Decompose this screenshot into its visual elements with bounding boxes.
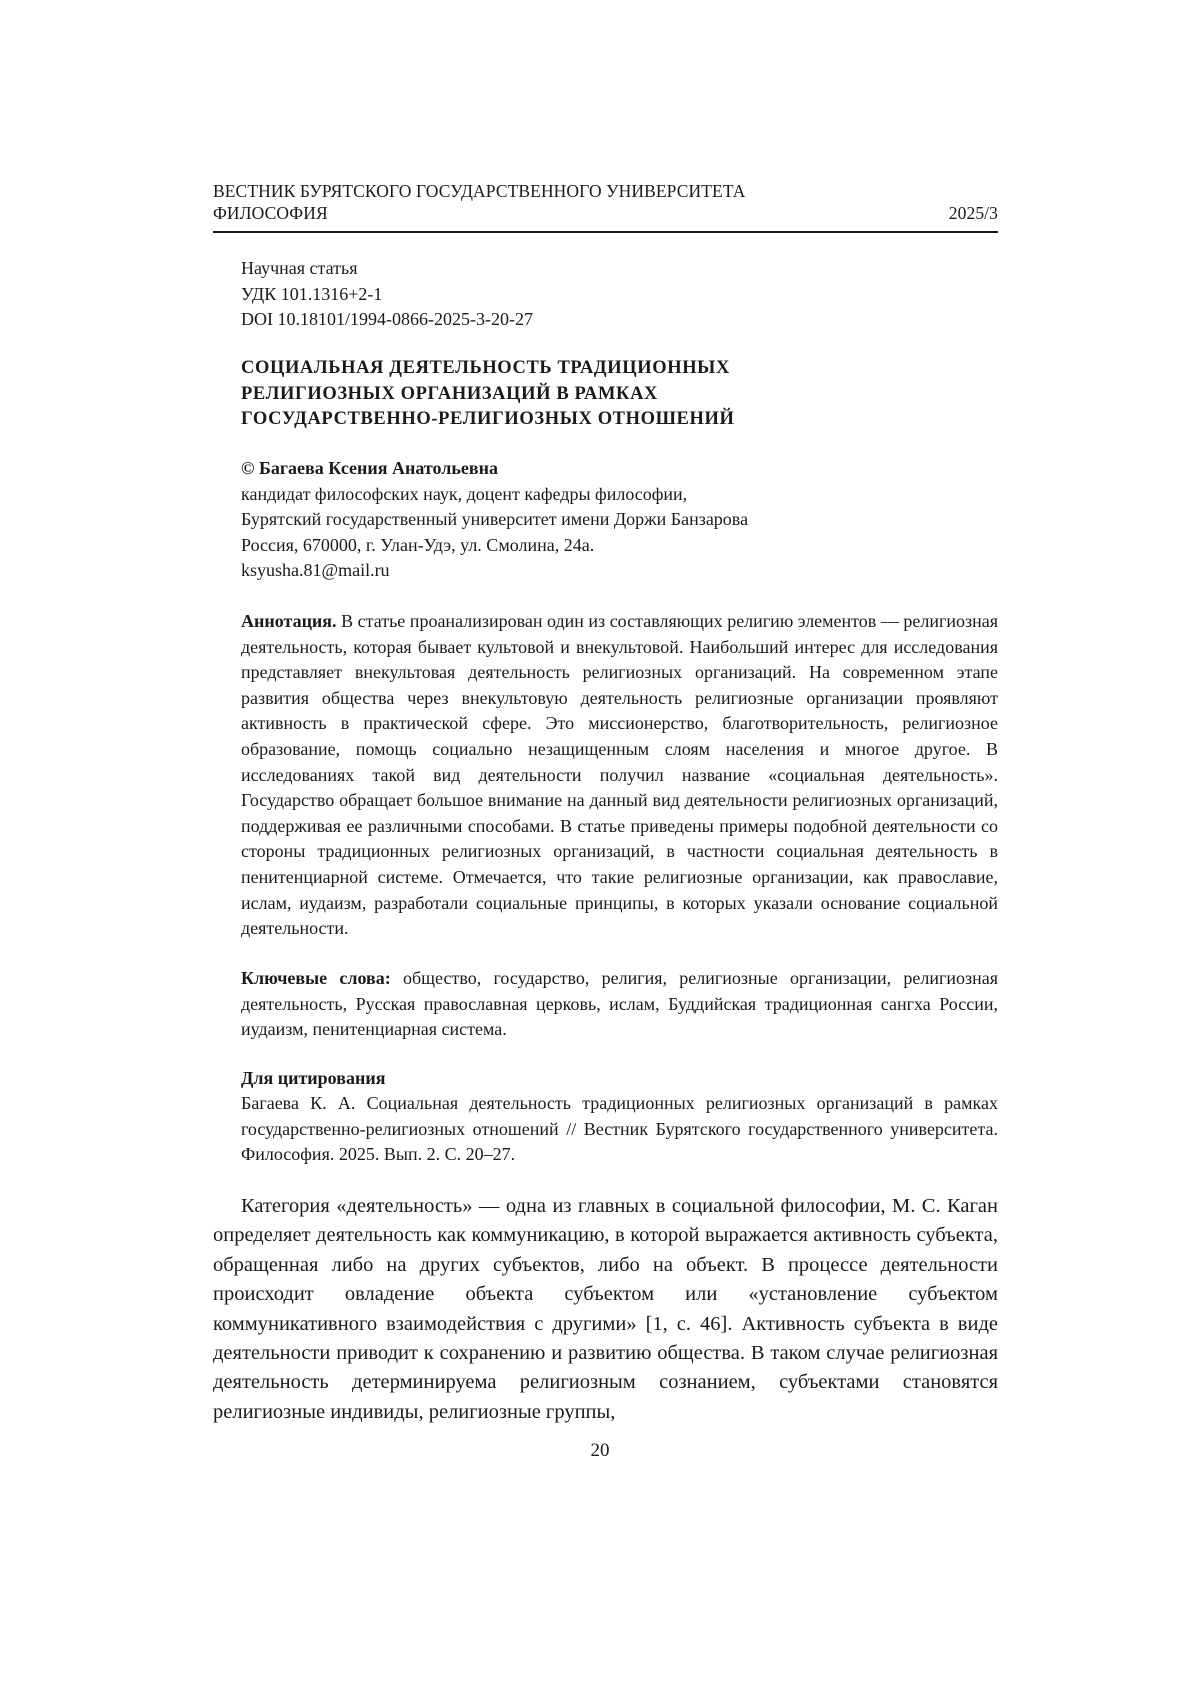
journal-section: ФИЛОСОФИЯ — [213, 203, 328, 223]
doi: DOI 10.18101/1994-0866-2025-3-20-27 — [241, 309, 533, 329]
author-email[interactable]: ksyusha.81@mail.ru — [241, 560, 390, 580]
abstract — [241, 609, 998, 942]
author-name: © Багаева Ксения Анатольевна — [241, 458, 498, 478]
udk-code: УДК 101.1316+2-1 — [241, 283, 383, 304]
author-address: Россия, 670000, г. Улан-Удэ, ул. Смолина, 24а. — [241, 534, 595, 555]
issue-number: 2025/3 — [948, 203, 998, 223]
abstract-text: В статье проанализирован один из составляющих религию элементов — религиозная деятельность, которая бывает культовой и внекультовой. Наибольший интерес для исследования представляет внекультовая деятельность религиозных организаций. На современном этапе развития общества через внекультовую деятельность религиозные организации проявляют активность в практической сфере. Это миссионерство, благотворительность, религиозное образование, помощь социально незащищенным слоям населения и многое другое. В исследованиях такой вид деятельности получил название «социальная деятельность». Государство обращает большое внимание на данный вид деятельности религиозных организаций, поддерживая ее различными способами. В статье приведены примеры подобной деятельности со стороны традиционных религиозных организаций, в частности социальная деятельность в пенитенциарной системе. Отмечается, что такие религиозные организации, как православие, ислам, иудаизм, разработали социальные принципы, в которых указали основание социальной деятельности. — [241, 611, 998, 939]
keywords-label: Ключевые слова: — [241, 968, 391, 988]
body-paragraph: Категория «деятельность» — одна из главных в социальной философии, М. С. Каган определяет деятельность как коммуникацию, в которой выражается активность субъекта, обращенная либо на других субъектов, либо на объект. В процессе деятельности происходит овладение объекта субъектом или «установление субъектом коммуникативного взаимодействия с другими» [1, с. 46]. Активность субъекта в виде деятельности приводит к сохранению и развитию общества. В таком случае религиозная деятельность детерминируема религиозным сознанием, субъектами становятся религиозные индивиды, религиозные группы, — [213, 1195, 998, 1423]
article-meta — [241, 256, 533, 333]
page-number: 20 — [590, 1440, 610, 1461]
title-line: РЕЛИГИОЗНЫХ ОРГАНИЗАЦИЙ В РАМКАХ — [241, 383, 658, 404]
header-rule — [213, 231, 998, 233]
citation-heading: Для цитирования — [241, 1068, 386, 1088]
keywords — [241, 966, 998, 1043]
author-degree: кандидат философских наук, доцент кафедры философии, — [241, 483, 688, 504]
author-block — [241, 456, 748, 584]
article-title — [241, 356, 734, 433]
title-line: СОЦИАЛЬНАЯ ДЕЯТЕЛЬНОСТЬ ТРАДИЦИОННЫХ — [241, 358, 730, 378]
article-type: Научная статья — [241, 258, 358, 278]
title-line: ГОСУДАРСТВЕННО-РЕЛИГИОЗНЫХ ОТНОШЕНИЙ — [241, 409, 735, 429]
journal-name: ВЕСТНИК БУРЯТСКОГО ГОСУДАРСТВЕННОГО УНИВЕРСИТЕТА — [213, 181, 746, 201]
author-affiliation: Бурятский государственный университет имени Доржи Банзарова — [241, 509, 749, 529]
abstract-label: Аннотация. — [241, 611, 337, 631]
running-header — [213, 180, 998, 224]
keywords-text: общество, государство, религия, религиозные организации, религиозная деятельность, Русская православная церковь, ислам, Буддийская традиционная сангха России, иудаизм, пенитенциарная система. — [241, 968, 998, 1040]
citation-text: Багаева К. А. Социальная деятельность традиционных религиозных организаций в рамках государственно-религиозных отношений // Вестник Бурятского государственного университета. Философия. 2025. Вып. 2. С. 20–27. — [241, 1093, 998, 1165]
